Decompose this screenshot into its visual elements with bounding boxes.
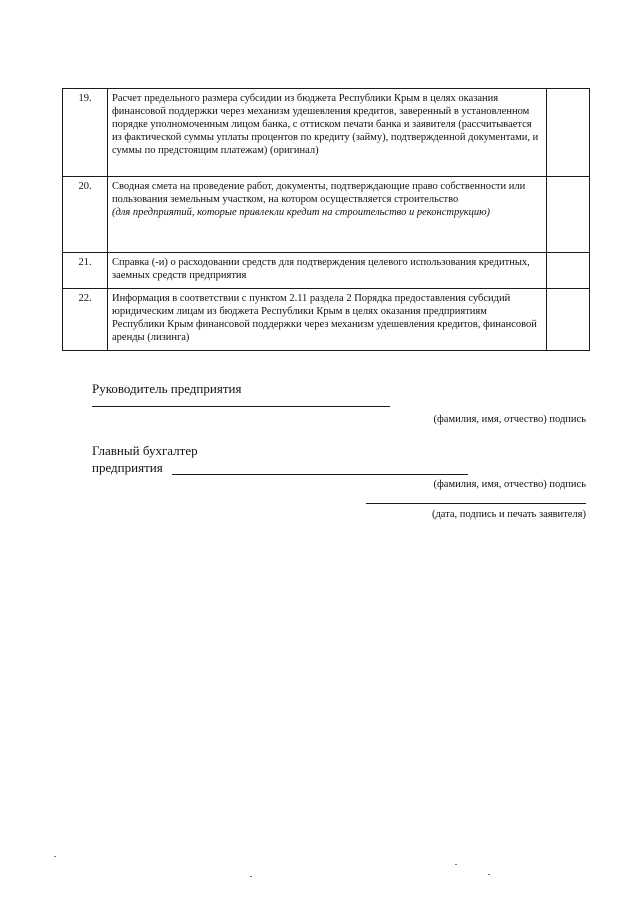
row-text: Сводная смета на проведение работ, документы, подтверждающие право собственности или пользования земельным участком, на котором осуществляется строительство	[112, 181, 526, 205]
scan-speck	[250, 876, 252, 877]
row-mark-cell	[547, 89, 590, 177]
row-text: Информация в соответствии с пунктом 2.11 раздела 2 Порядка предоставления субсидий юридическим лицам из бюджета Республики Крым в целях оказания предприятиям Республики Крым финансовой поддержки через механизм удешевления кредитов, финансовой аренды (лизинга)	[112, 293, 537, 343]
accountant-caption: (фамилия, имя, отчество) подпись	[433, 479, 586, 490]
director-caption: (фамилия, имя, отчество) подпись	[433, 414, 586, 425]
row-mark-cell	[547, 289, 590, 351]
documents-table	[62, 88, 590, 351]
applicant-signature-line	[366, 503, 586, 504]
accountant-title-line1: Главный бухгалтер	[92, 443, 198, 458]
scan-speck	[488, 874, 490, 875]
director-signature-line	[92, 406, 390, 407]
row-description	[108, 289, 547, 351]
row-number: 22.	[63, 289, 108, 351]
scan-speck	[54, 856, 56, 857]
row-number: 21.	[63, 253, 108, 289]
row-text: Справка (-и) о расходовании средств для подтверждения целевого использования кредитных, заемных средств предприятия	[112, 257, 530, 281]
table-row	[63, 253, 590, 289]
row-description	[108, 253, 547, 289]
row-number: 20.	[63, 177, 108, 253]
table-row	[63, 177, 590, 253]
row-text: Расчет предельного размера субсидии из бюджета Республики Крым в целях оказания финансовой поддержки через механизм удешевления кредитов, заверенный в установленном порядке уполномоченным лицом банка, с оттиском печати банка и заявителя (рассчитывается из фактической суммы уплаты процентов по кредиту (займу), подтвержденной документами, и суммы по предстоящим платежам) (оригинал)	[112, 93, 539, 156]
table-row	[63, 289, 590, 351]
row-description	[108, 89, 547, 177]
row-mark-cell	[547, 253, 590, 289]
scan-speck	[455, 864, 457, 865]
accountant-signature-line	[172, 474, 468, 475]
row-number: 19.	[63, 89, 108, 177]
row-note: (для предприятий, которые привлекли кредит на строительство и реконструкцию)	[112, 207, 491, 218]
accountant-title-line2: предприятия	[92, 460, 163, 475]
row-description	[108, 177, 547, 253]
table-row	[63, 89, 590, 177]
director-title: Руководитель предприятия	[92, 381, 242, 396]
row-mark-cell	[547, 177, 590, 253]
applicant-caption: (дата, подпись и печать заявителя)	[431, 509, 586, 520]
